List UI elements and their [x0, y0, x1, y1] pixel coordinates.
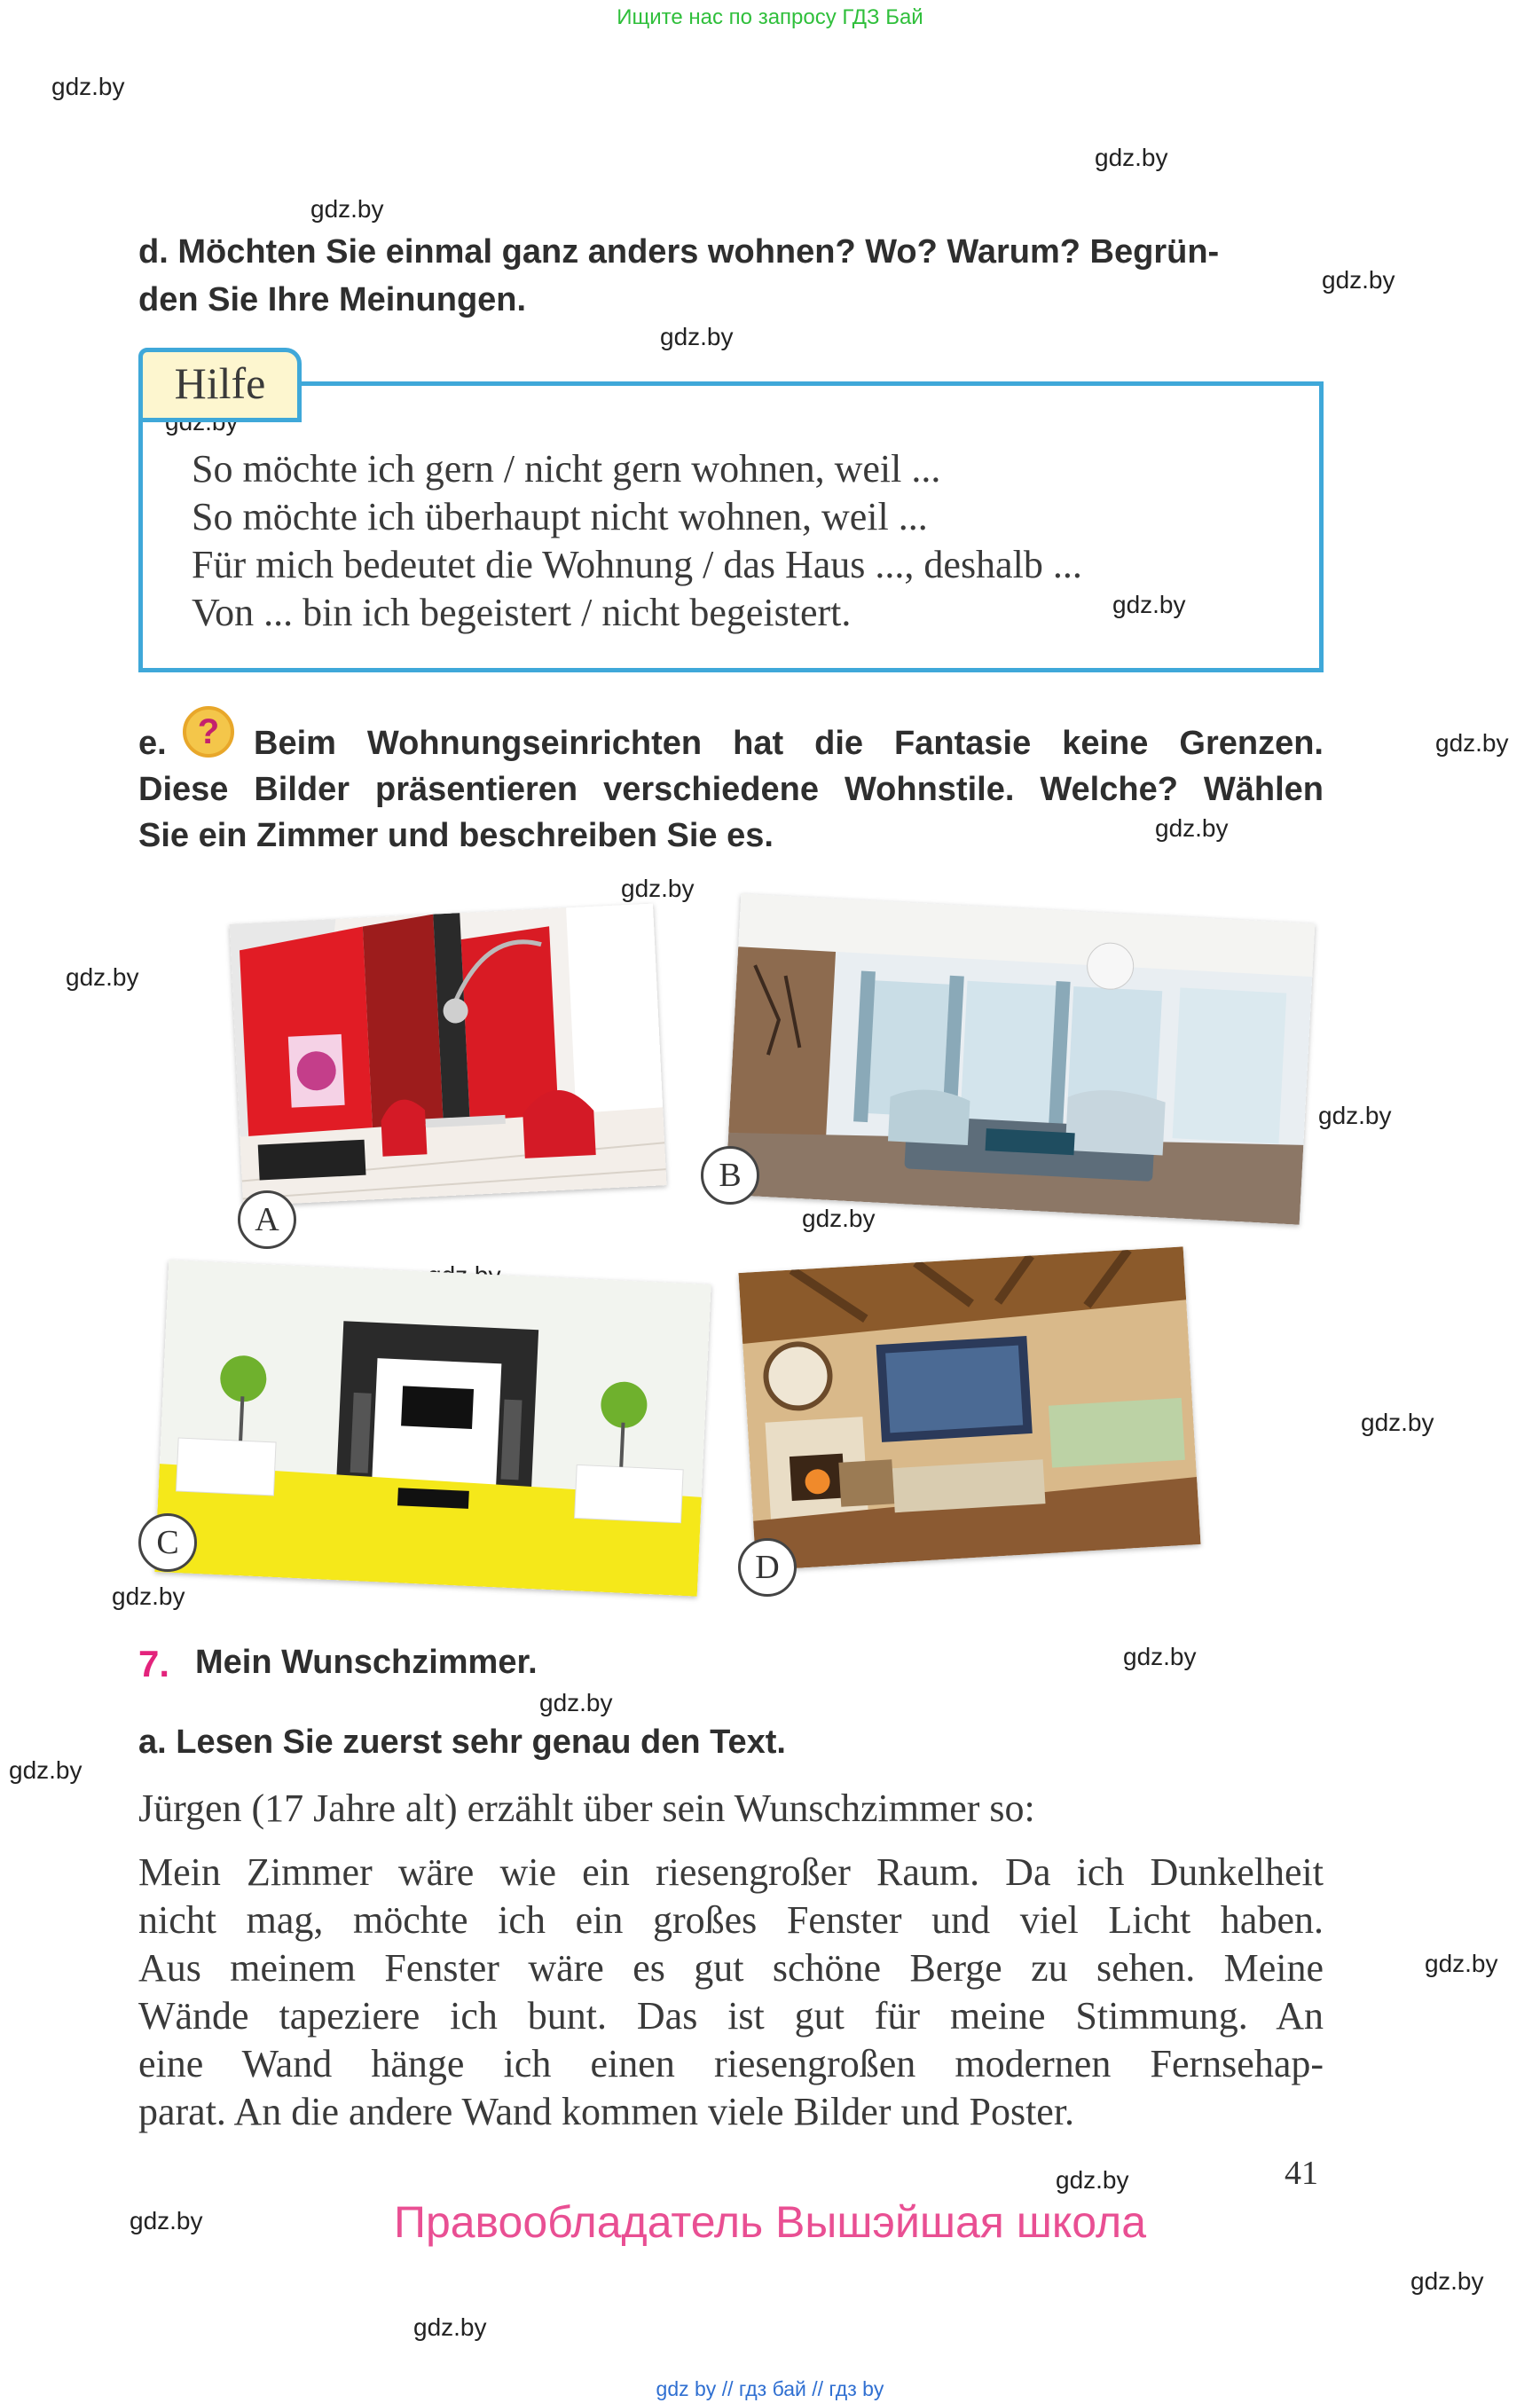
photo-label-b: B — [701, 1146, 759, 1205]
watermark: gdz.by — [1410, 2267, 1484, 2295]
hilfe-line: Von ... bin ich begeistert / nicht begeistert. — [192, 591, 852, 634]
photo-label-c: C — [138, 1513, 197, 1572]
question-icon: ? — [183, 706, 234, 758]
watermark: gdz.by — [51, 73, 125, 100]
watermark: gdz.by — [621, 875, 695, 902]
copyright-note: Правообладатель Вышэйшая школа — [394, 2197, 1146, 2247]
hilfe-title: Hilfe — [138, 348, 302, 422]
task-e-line3: Sie ein Zimmer und beschreiben Sie es. — [138, 817, 774, 854]
text-line: Mein Zimmer wäre wie ein riesengroßer Raum. Da ich Dunkelheit — [138, 1850, 1324, 1894]
task-e-line2: Diese Bilder präsentieren verschiedene Wohnstile. Welche? Wählen — [138, 771, 1324, 808]
text-line: Wände tapeziere ich bunt. Das ist gut für meine Stimmung. An — [138, 1994, 1324, 2038]
watermark: gdz.by — [413, 2313, 487, 2341]
watermark: gdz.by — [9, 1756, 82, 1784]
watermark: gdz.by — [1361, 1409, 1434, 1436]
hilfe-line: So möchte ich gern / nicht gern wohnen, weil ... — [192, 447, 941, 491]
watermark: gdz.by — [112, 1582, 185, 1610]
page-number: 41 — [1285, 2155, 1318, 2192]
watermark: gdz.by — [802, 1205, 876, 1232]
photo-b — [726, 893, 1316, 1224]
bottom-links-note: gdz by // гдз бай // гдз by — [656, 2377, 884, 2400]
task-e-line1: Beim Wohnungseinrichten hat die Fantasie keine Grenzen. — [254, 725, 1324, 762]
task-7-number: 7. — [138, 1643, 170, 1684]
watermark: gdz.by — [660, 323, 734, 350]
watermark: gdz.by — [310, 195, 384, 223]
photo-c-image — [154, 1260, 711, 1596]
photo-label-d: D — [738, 1538, 797, 1597]
watermark: gdz.by — [1425, 1950, 1498, 1977]
photo-a — [230, 904, 667, 1206]
text-line: eine Wand hänge ich einen riesengroßen modernen Fernsehap- — [138, 2042, 1324, 2085]
watermark: gdz.by — [1322, 266, 1395, 294]
watermark: gdz.by — [1056, 2166, 1129, 2194]
task-d-line2: den Sie Ihre Meinungen. — [138, 281, 527, 318]
photo-d — [738, 1246, 1200, 1570]
watermark: gdz.by — [130, 2207, 203, 2234]
watermark: gdz.by — [539, 1689, 613, 1716]
watermark: gdz.by — [1095, 144, 1168, 171]
watermark: gdz.by — [1435, 729, 1509, 757]
watermark: gdz.by — [1155, 814, 1229, 842]
task-7-intro: Jürgen (17 Jahre alt) erzählt über sein Wunschzimmer so: — [138, 1787, 1035, 1830]
photo-d-image — [738, 1246, 1200, 1570]
photo-a-image — [230, 904, 667, 1206]
hilfe-line: So möchte ich überhaupt nicht wohnen, weil ... — [192, 495, 928, 538]
text-line: Aus meinem Fenster wäre es gut schöne Berge zu sehen. Meine — [138, 1946, 1324, 1990]
hilfe-line: Für mich bedeutet die Wohnung / das Haus ..., deshalb ... — [192, 543, 1082, 586]
task-d-line1: d. Möchten Sie einmal ganz anders wohnen? Wo? Warum? Begrün- — [138, 233, 1220, 271]
text-line: parat. An die andere Wand kommen viele Bilder und Poster. — [138, 2090, 1075, 2133]
top-search-note: Ищите нас по запросу ГДЗ Бай — [617, 5, 923, 29]
watermark: gdz.by — [1112, 591, 1186, 618]
text-line: nicht mag, möchte ich ein großes Fenster und viel Licht haben. — [138, 1898, 1324, 1942]
photo-label-a: A — [238, 1190, 296, 1249]
task-7-title: Mein Wunschzimmer. — [195, 1644, 538, 1681]
watermark: gdz.by — [1318, 1102, 1392, 1129]
watermark: gdz.by — [1123, 1643, 1197, 1670]
photo-c — [154, 1260, 711, 1596]
task-7-sub-a: a. Lesen Sie zuerst sehr genau den Text. — [138, 1724, 786, 1761]
photo-b-image — [726, 893, 1316, 1224]
watermark: gdz.by — [66, 963, 139, 991]
task-e-prefix: e. — [138, 725, 167, 762]
